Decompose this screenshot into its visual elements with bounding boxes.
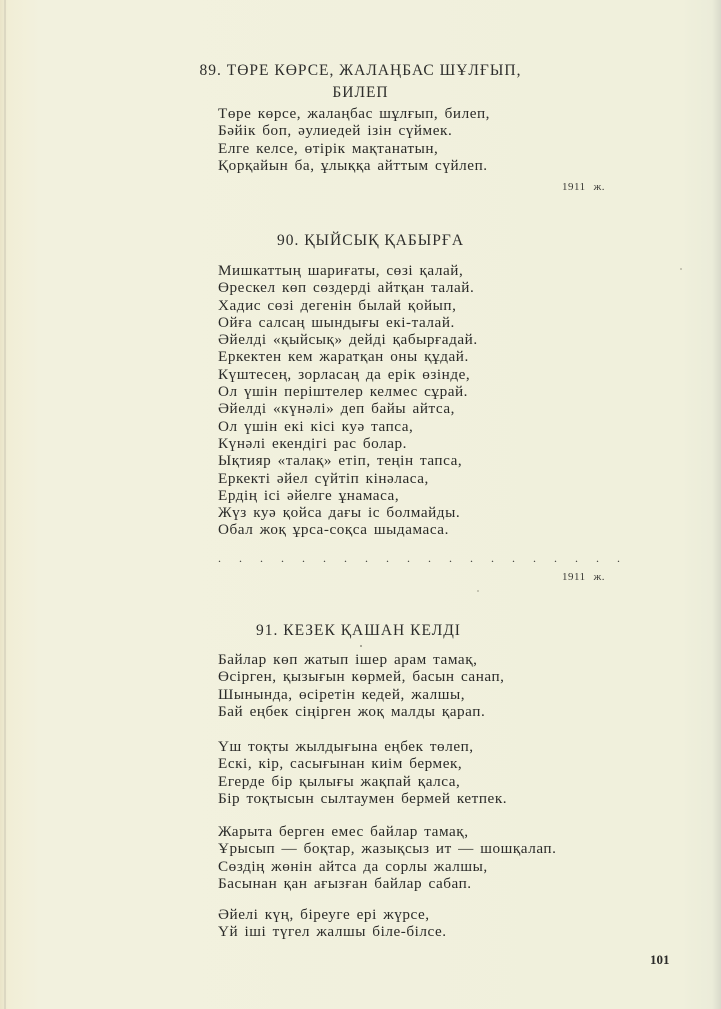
- page-number: 101: [650, 952, 670, 967]
- verse-line: Еркекті әйел сүйтіп кінәласа,: [218, 469, 429, 487]
- verse-line: Жүз куә қойса дағы іс болмайды.: [218, 504, 461, 522]
- verse-line: Әйелді «күнәлі» деп байы айтса,: [218, 400, 455, 418]
- poem-91-title: 91. КЕЗЕК ҚАШАН КЕЛДІ: [256, 622, 461, 639]
- poem-91-stanza-4: [218, 906, 447, 941]
- omission-dots: . . . . . . . . . . . . . . . . . . . .: [218, 551, 628, 565]
- verse-line: Обал жоқ ұрса-соқса шыдамаса.: [218, 521, 449, 539]
- paper-speck: [477, 590, 479, 592]
- date-year: 1911: [562, 571, 586, 583]
- verse-line: Өсірген, қызығын көрмей, басын санап,: [218, 668, 505, 686]
- verse-line: Әйелі күң, біреуге ері жүрсе,: [218, 906, 430, 923]
- verse-line: Өрескел көп сөздерді айтқан талай.: [218, 279, 475, 297]
- verse-line: Еркектен кем жаратқан оны құдай.: [218, 348, 469, 366]
- verse-line: Бай еңбек сіңірген жоқ малды қарап.: [218, 702, 486, 720]
- date-suffix: ж.: [593, 571, 605, 583]
- verse-line: Төре көрсе, жалаңбас шұлғып, билеп,: [218, 105, 491, 122]
- poem-90-stanza: [218, 262, 478, 539]
- verse-line: Ескі, кір, сасығынан киім бермек,: [218, 755, 463, 773]
- verse-line: Сөздің жөнін айтса да сорлы жалшы,: [218, 857, 488, 875]
- poem-91-stanza-1: [218, 651, 505, 720]
- paper-speck: [680, 268, 682, 270]
- verse-line: Егерде бір қылығы жақпай қалса,: [218, 772, 461, 790]
- verse-line: Үш тоқты жылдығына еңбек төлеп,: [218, 738, 474, 755]
- date-year: 1911: [562, 181, 586, 193]
- verse-line: Елге келсе, өтірік мақтанатын,: [218, 139, 439, 157]
- verse-line: Жарыта берген емес байлар тамақ,: [218, 823, 469, 840]
- paper-speck: [360, 645, 362, 647]
- verse-line: Хадис сөзі дегенін былай қойып,: [218, 296, 457, 314]
- verse-line: Мишкаттың шариғаты, сөзі қалай,: [218, 262, 464, 279]
- poem-91-stanza-3: [218, 823, 556, 892]
- verse-line: Бір тоқтысын сылтаумен бермей кетпек.: [218, 789, 508, 807]
- poem-90-title: 90. ҚЫЙСЫҚ ҚАБЫРҒА: [276, 232, 465, 249]
- verse-line: Бәйік боп, әулиедей ізін сүймек.: [218, 122, 453, 140]
- verse-line: Басынан қан ағызған байлар сабап.: [218, 874, 472, 892]
- verse-line: Күнәлі екендігі рас болар.: [218, 434, 407, 452]
- poem-89-date: [562, 181, 605, 193]
- poem-89-title-line2: БИЛЕП: [332, 84, 389, 101]
- verse-line: Шынында, өсіретін кедей, жалшы,: [218, 685, 466, 703]
- verse-line: Ол үшін екі кісі куә тапса,: [218, 417, 414, 435]
- verse-line: Ойға салсаң шындығы екі-талай.: [218, 313, 455, 331]
- verse-line: Ұрысып — боқтар, жазықсыз ит — шошқалап.: [218, 840, 557, 858]
- verse-line: Ердің ісі әйелге ұнамаса,: [218, 486, 400, 504]
- verse-line: Әйелді «қыйсық» дейді қабырғадай.: [218, 331, 478, 349]
- poem-89-title-line1: 89. ТӨРЕ КӨРСЕ, ЖАЛАҢБАС ШҰЛҒЫП,: [199, 62, 522, 79]
- poem-89-stanza: [218, 105, 490, 174]
- verse-line: Күштесең, зорласаң да ерік өзінде,: [218, 365, 471, 383]
- verse-line: Байлар көп жатып ішер арам тамақ,: [218, 651, 478, 668]
- poem-90-date: [562, 571, 605, 583]
- poem-91-stanza-2: [218, 738, 507, 807]
- verse-line: Ықтияр «талақ» етіп, теңін тапса,: [218, 452, 463, 470]
- date-suffix: ж.: [593, 181, 605, 193]
- verse-line: Үй іші түгел жалшы біле-білсе.: [218, 923, 447, 941]
- verse-line: Қорқайын ба, ұлыққа айттым сүйлеп.: [218, 156, 488, 174]
- verse-line: Ол үшін періштелер келмес сұрай.: [218, 383, 469, 401]
